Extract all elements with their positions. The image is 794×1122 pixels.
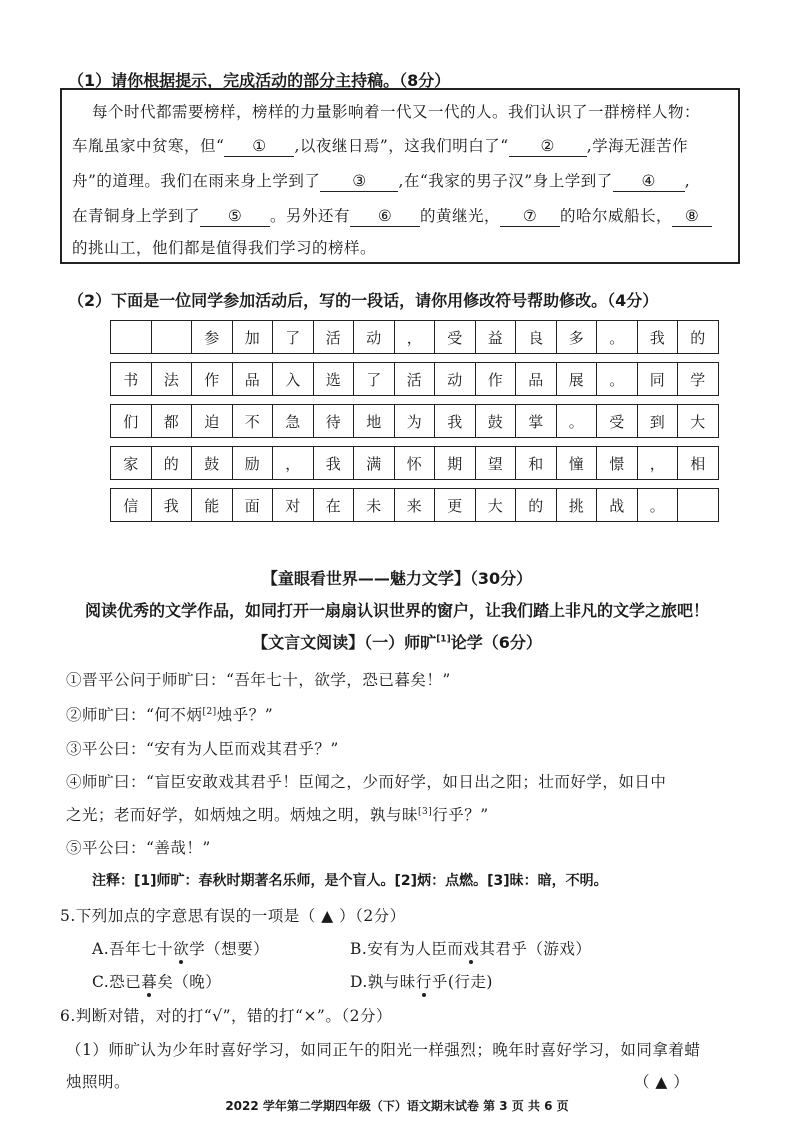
footnote-marker: [3] bbox=[418, 806, 433, 817]
q5-option-b[interactable] bbox=[350, 937, 591, 959]
q1-heading: （1）请你根据提示，完成活动的部分主持稿。（8分） bbox=[68, 71, 451, 90]
text: 行乎？” bbox=[432, 806, 489, 824]
grid-cell[interactable]: 怀 bbox=[394, 447, 435, 480]
blank-6[interactable]: ⑥ bbox=[350, 207, 420, 227]
section-intro: 阅读优秀的文学作品，如同打开一扇扇认识世界的窗户，让我们踏上非凡的文学之旅吧！ bbox=[84, 601, 709, 620]
grid-cell[interactable]: 。 bbox=[597, 363, 638, 396]
passage-p4-line1: ④师旷曰：“盲臣安敢戏其君乎！臣闻之，少而好学，如日出之阳；壮而好学，如日中 bbox=[66, 773, 667, 791]
grid-cell[interactable]: 望 bbox=[475, 447, 516, 480]
grid-cell[interactable]: 家 bbox=[111, 447, 152, 480]
dotted-char: 行 bbox=[415, 973, 432, 991]
grid-cell[interactable]: 多 bbox=[556, 321, 597, 354]
grid-cell[interactable]: 期 bbox=[435, 447, 476, 480]
grid-cell[interactable]: 参 bbox=[192, 321, 233, 354]
text: ②师旷曰：“何不炳 bbox=[66, 706, 203, 724]
text: 其君乎（游戏） bbox=[479, 940, 592, 958]
grid-cell[interactable]: 同 bbox=[637, 363, 678, 396]
grid-cell[interactable]: 选 bbox=[313, 363, 354, 396]
text: 的哈尔威船长， bbox=[560, 207, 673, 225]
grid-cell[interactable]: 和 bbox=[516, 447, 557, 480]
grid-cell[interactable]: 活 bbox=[313, 321, 354, 354]
grid-cell[interactable]: 大 bbox=[678, 405, 719, 438]
grid-row bbox=[111, 405, 719, 438]
text: ,以夜继日焉”，这我们明白了“ bbox=[294, 137, 509, 155]
grid-cell[interactable]: 书 bbox=[111, 363, 152, 396]
grid-cell[interactable]: 在 bbox=[313, 489, 354, 522]
text: C.恐已 bbox=[92, 973, 142, 991]
q5-option-a[interactable] bbox=[92, 937, 269, 959]
text: 矣（晚） bbox=[157, 973, 222, 991]
grid-cell[interactable]: 活 bbox=[394, 363, 435, 396]
grid-cell[interactable]: 更 bbox=[435, 489, 476, 522]
grid-cell[interactable]: 战 bbox=[597, 489, 638, 522]
grid-cell[interactable]: 的 bbox=[678, 321, 719, 354]
blank-8[interactable]: ⑧ bbox=[672, 207, 712, 227]
grid-cell[interactable]: 到 bbox=[637, 405, 678, 438]
grid-cell[interactable]: 憬 bbox=[597, 447, 638, 480]
grid-cell[interactable]: 满 bbox=[354, 447, 395, 480]
grid-gap-cell bbox=[111, 354, 719, 363]
q5-option-c[interactable] bbox=[92, 970, 221, 992]
passage-p5: ⑤平公曰：“善哉！” bbox=[66, 839, 211, 857]
grid-cell[interactable]: 待 bbox=[313, 405, 354, 438]
q5-option-d[interactable] bbox=[350, 970, 493, 992]
grid-cell[interactable]: 品 bbox=[232, 363, 273, 396]
grid-gap bbox=[111, 396, 719, 405]
grid-cell[interactable] bbox=[678, 489, 719, 522]
grid-cell[interactable]: 我 bbox=[151, 489, 192, 522]
grid-gap bbox=[111, 354, 719, 363]
q6-stem: 6.判断对错，对的打“√”，错的打“×”。（2分） bbox=[60, 1007, 392, 1025]
grid-cell[interactable]: 的 bbox=[516, 489, 557, 522]
grid-gap-cell bbox=[111, 396, 719, 405]
grid-cell[interactable]: 作 bbox=[475, 363, 516, 396]
passage-p1: ①晋平公问于师旷曰：“吾年七十，欲学，恐已暮矣！” bbox=[66, 671, 451, 689]
annotation-note: 注释：[1]师旷：春秋时期著名乐师，是个盲人。[2]炳：点燃。[3]昧：暗，不明。 bbox=[92, 873, 608, 889]
grid-cell[interactable]: 我 bbox=[435, 405, 476, 438]
grid-cell[interactable]: 鼓 bbox=[475, 405, 516, 438]
grid-cell[interactable] bbox=[111, 321, 152, 354]
blank-3[interactable]: ③ bbox=[320, 172, 398, 192]
box-line-2 bbox=[72, 134, 688, 157]
script-box bbox=[60, 88, 740, 264]
grid-cell[interactable]: 法 bbox=[151, 363, 192, 396]
grid-cell[interactable]: ， bbox=[273, 447, 314, 480]
dotted-char: 欲 bbox=[173, 940, 190, 958]
grid-cell[interactable]: 受 bbox=[597, 405, 638, 438]
grid-cell[interactable]: 入 bbox=[273, 363, 314, 396]
grid-cell[interactable]: 加 bbox=[232, 321, 273, 354]
grid-row bbox=[111, 321, 719, 354]
text: 【文言文阅读】（一）师旷 bbox=[252, 633, 437, 652]
grid-gap bbox=[111, 480, 719, 489]
grid-cell[interactable]: 我 bbox=[637, 321, 678, 354]
text: ,在“我家的男子汉”身上学到了 bbox=[398, 172, 613, 190]
q2-heading: （2）下面是一位同学参加活动后，写的一段话，请你用修改符号帮助修改。（4分） bbox=[68, 291, 659, 310]
box-line-5: 的挑山工，他们都是值得我们学习的榜样。 bbox=[72, 239, 377, 257]
q5-stem: 5.下列加点的字意思有误的一项是（ ▲ ）（2分） bbox=[60, 907, 406, 925]
text: 学（想要） bbox=[189, 940, 270, 958]
grid-cell[interactable]: 的 bbox=[151, 447, 192, 480]
blank-5[interactable]: ⑤ bbox=[200, 207, 270, 227]
grid-cell[interactable]: 大 bbox=[475, 489, 516, 522]
text: 论学（6分） bbox=[450, 633, 542, 652]
grid-gap-cell bbox=[111, 480, 719, 489]
box-line-3 bbox=[72, 169, 690, 192]
text: 的黄继光， bbox=[420, 207, 501, 225]
passage-p3: ③平公曰：“安有为人臣而戏其君乎？” bbox=[66, 740, 339, 758]
blank-1[interactable]: ① bbox=[224, 137, 294, 157]
grid-cell[interactable]: 。 bbox=[556, 405, 597, 438]
blank-7[interactable]: ⑦ bbox=[500, 207, 560, 227]
footnote-marker: [2] bbox=[202, 706, 217, 717]
text: B.安有为人臣而 bbox=[350, 940, 464, 958]
grid-cell[interactable]: 不 bbox=[232, 405, 273, 438]
grid-cell[interactable]: 面 bbox=[232, 489, 273, 522]
grid-cell[interactable]: ， bbox=[637, 447, 678, 480]
box-line-1: 每个时代都需要榜样，榜样的力量影响着一代又一代的人。我们认识了一群榜样人物： bbox=[92, 103, 701, 121]
grid-cell[interactable]: 挑 bbox=[556, 489, 597, 522]
grid-cell[interactable]: 动 bbox=[435, 363, 476, 396]
grid-cell[interactable]: 良 bbox=[516, 321, 557, 354]
section-title: 【童眼看世界——魅力文学】（30分） bbox=[261, 569, 533, 588]
grid-cell[interactable]: 益 bbox=[475, 321, 516, 354]
text: , bbox=[684, 172, 691, 190]
grid-cell[interactable]: 了 bbox=[273, 321, 314, 354]
grid-cell[interactable]: 学 bbox=[678, 363, 719, 396]
grid-cell[interactable]: 鼓 bbox=[192, 447, 233, 480]
grid-cell[interactable]: 们 bbox=[111, 405, 152, 438]
passage-p2 bbox=[66, 703, 273, 725]
grid-cell[interactable]: 。 bbox=[637, 489, 678, 522]
grid-cell[interactable]: 相 bbox=[678, 447, 719, 480]
blank-4[interactable]: ④ bbox=[613, 172, 685, 192]
grid-cell[interactable]: 未 bbox=[354, 489, 395, 522]
text: 烛乎？” bbox=[216, 706, 274, 724]
grid-cell[interactable]: 动 bbox=[354, 321, 395, 354]
blank-2[interactable]: ② bbox=[509, 137, 587, 157]
writing-grid bbox=[110, 320, 719, 522]
box-line-4 bbox=[72, 204, 712, 227]
text: 乎(行走) bbox=[431, 973, 493, 991]
text: ,学海无涯苦作 bbox=[586, 137, 689, 155]
q6-item1-line1: （1）师旷认为少年时喜好学习，如同正午的阳光一样强烈；晚年时喜好学习，如同拿着蜡 bbox=[66, 1041, 701, 1059]
grid-cell[interactable]: 来 bbox=[394, 489, 435, 522]
grid-row bbox=[111, 447, 719, 480]
grid-gap bbox=[111, 438, 719, 447]
grid-cell[interactable]: 展 bbox=[556, 363, 597, 396]
grid-cell[interactable]: 地 bbox=[354, 405, 395, 438]
grid-cell[interactable]: 迫 bbox=[192, 405, 233, 438]
text: D.孰与昧 bbox=[350, 973, 416, 991]
grid-cell[interactable]: 憧 bbox=[556, 447, 597, 480]
grid-cell[interactable]: 都 bbox=[151, 405, 192, 438]
grid-gap-cell bbox=[111, 438, 719, 447]
q6-answer-slot[interactable]: （ ▲ ） bbox=[634, 1073, 690, 1091]
text: 车胤虽家中贫寒，但“ bbox=[72, 137, 225, 155]
grid-cell[interactable]: 对 bbox=[273, 489, 314, 522]
grid-cell[interactable]: 急 bbox=[273, 405, 314, 438]
grid-cell[interactable]: 我 bbox=[313, 447, 354, 480]
grid-row bbox=[111, 489, 719, 522]
grid-cell[interactable] bbox=[151, 321, 192, 354]
q6-item1-line2: 烛照明。 bbox=[66, 1073, 131, 1091]
dotted-char: 暮 bbox=[141, 973, 158, 991]
text: A.吾年七十 bbox=[92, 940, 174, 958]
grid-cell[interactable]: 能 bbox=[192, 489, 233, 522]
reading-title bbox=[0, 630, 794, 653]
passage-p4-line2 bbox=[66, 803, 489, 825]
text: 。另外还有 bbox=[270, 207, 351, 225]
text: 在青铜身上学到了 bbox=[72, 207, 201, 225]
grid-cell[interactable]: 受 bbox=[435, 321, 476, 354]
grid-cell[interactable]: 了 bbox=[354, 363, 395, 396]
footnote-marker: [1] bbox=[436, 634, 451, 645]
grid-cell[interactable]: ， bbox=[394, 321, 435, 354]
grid-row bbox=[111, 363, 719, 396]
dotted-char: 戏 bbox=[463, 940, 480, 958]
text: 之光；老而好学，如炳烛之明。炳烛之明，孰与昧 bbox=[66, 806, 419, 824]
page-footer: 2022 学年第二学期四年级（下）语文期末试卷 第 3 页 共 6 页 bbox=[225, 1099, 569, 1113]
grid-cell[interactable]: 为 bbox=[394, 405, 435, 438]
grid-cell[interactable]: 信 bbox=[111, 489, 152, 522]
grid-cell[interactable]: 掌 bbox=[516, 405, 557, 438]
grid-cell[interactable]: 品 bbox=[516, 363, 557, 396]
text: 舟”的道理。我们在雨来身上学到了 bbox=[72, 172, 321, 190]
grid-cell[interactable]: 励 bbox=[232, 447, 273, 480]
grid-cell[interactable]: 。 bbox=[597, 321, 638, 354]
grid-cell[interactable]: 作 bbox=[192, 363, 233, 396]
